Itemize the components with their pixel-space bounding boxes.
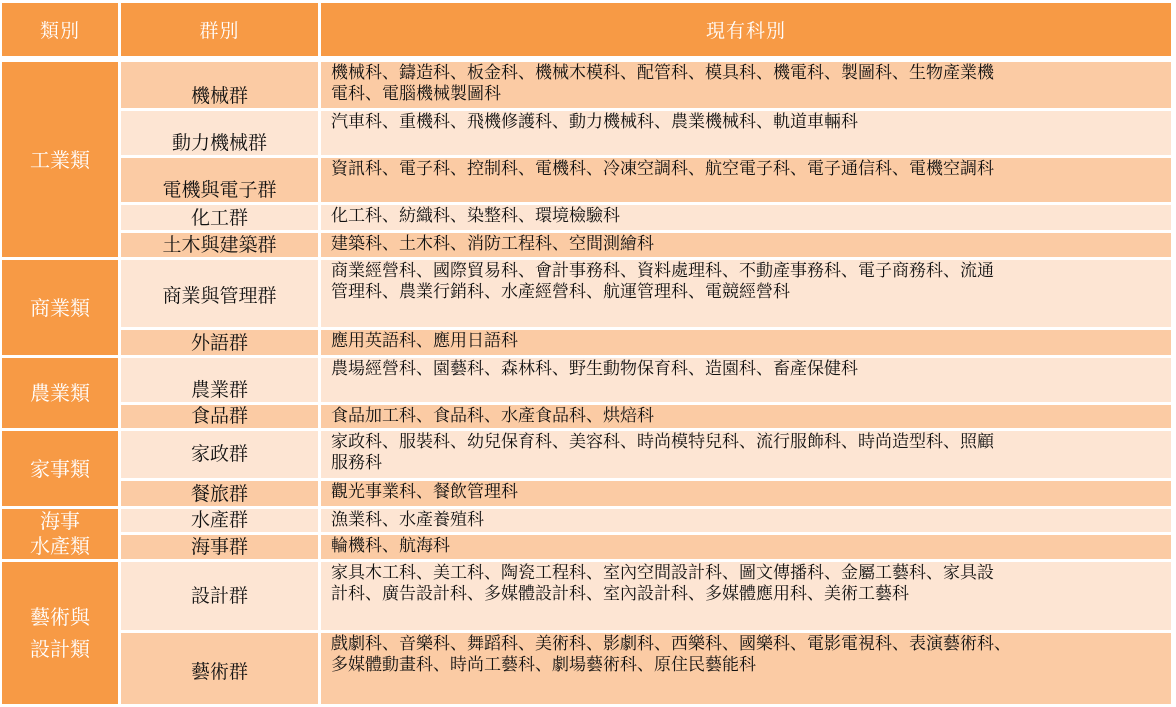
group-label: 農業群: [190, 379, 248, 401]
departments-cell: 資訊科、電子科、控制科、電機科、冷凍空調科、航空電子科、電子通信科、電機空調科: [321, 158, 1171, 202]
group-cell: [121, 158, 318, 202]
group-label: 動力機械群: [171, 132, 267, 154]
group-label: 商業與管理群: [162, 285, 277, 307]
header-group: 群別: [121, 3, 318, 56]
category-arts-design: 藝術與 設計類: [2, 562, 118, 704]
departments-cell: 家具木工科、美工科、陶瓷工程科、室內空間設計科、圖文傳播科、金屬工藝科、家具設 計科、廣告設計科、多媒體設計科、室內設計科、多媒體應用科、美術工藝科: [321, 562, 1171, 630]
group-cell: [121, 233, 318, 257]
departments-cell: 商業經營科、國際貿易科、會計事務科、資料處理科、不動產事務科、電子商務科、流通 管理科、農業行銷科、水產經營科、航運管理科、電競經營科: [321, 260, 1171, 327]
group-label: 設計群: [190, 584, 248, 607]
group-label: 餐旅群: [190, 483, 248, 505]
category-maritime-aquaculture: 海事 水產類: [2, 509, 118, 559]
group-label: 食品群: [190, 405, 248, 427]
group-label: 化工群: [190, 207, 248, 229]
header-category: 類別: [2, 3, 118, 56]
departments-cell: 家政科、服裝科、幼兒保育科、美容科、時尚模特兒科、流行服飾科、時尚造型科、照顧 服務科: [321, 431, 1171, 478]
category-home-economics: 家事類: [2, 431, 118, 506]
departments-cell: 農場經營科、園藝科、森林科、野生動物保育科、造園科、畜產保健科: [321, 358, 1171, 402]
group-cell: [121, 405, 318, 428]
group-label: 機械群: [190, 85, 248, 107]
departments-cell: 建築科、土木科、消防工程科、空間測繪科: [321, 233, 1171, 257]
departments-cell: 汽車科、重機科、飛機修護科、動力機械科、農業機械科、軌道車輛科: [321, 111, 1171, 155]
group-cell: [121, 358, 318, 402]
group-cell: [121, 633, 318, 704]
group-label: 外語群: [190, 332, 248, 354]
departments-cell: 漁業科、水產養殖科: [321, 509, 1171, 532]
category-agriculture: 農業類: [2, 358, 118, 428]
group-label: 電機與電子群: [162, 179, 277, 201]
departments-cell: 化工科、紡織科、染整科、環境檢驗科: [321, 205, 1171, 230]
group-cell: [121, 481, 318, 506]
departments-cell: 觀光事業科、餐飲管理科: [321, 481, 1171, 506]
departments-cell: 機械科、鑄造科、板金科、機械木模科、配管科、模具科、機電科、製圖科、生物產業機 電科、電腦機械製圖科: [321, 62, 1171, 108]
group-label: 家政群: [190, 443, 248, 465]
header-departments: 現有科別: [321, 3, 1171, 56]
category-industry: 工業類: [2, 62, 118, 257]
group-cell: [121, 330, 318, 355]
group-cell: [121, 260, 318, 327]
group-cell: [121, 509, 318, 532]
group-label: 土木與建築群: [162, 234, 277, 256]
group-cell: [121, 431, 318, 478]
group-label: 水產群: [190, 509, 248, 531]
group-cell: [121, 62, 318, 108]
category-business: 商業類: [2, 260, 118, 355]
departments-cell: 輪機科、航海科: [321, 535, 1171, 559]
group-cell: [121, 205, 318, 230]
departments-cell: 應用英語科、應用日語科: [321, 330, 1171, 355]
departments-cell: 戲劇科、音樂科、舞蹈科、美術科、影劇科、西樂科、國樂科、電影電視科、表演藝術科、 多媒體動畫科、時尚工藝科、劇場藝術科、原住民藝能科: [321, 633, 1171, 704]
group-label: 海事群: [190, 536, 248, 558]
group-cell: [121, 562, 318, 630]
group-label: 藝術群: [190, 661, 248, 683]
group-cell: [121, 111, 318, 155]
departments-cell: 食品加工科、食品科、水產食品科、烘焙科: [321, 405, 1171, 428]
group-cell: [121, 535, 318, 559]
